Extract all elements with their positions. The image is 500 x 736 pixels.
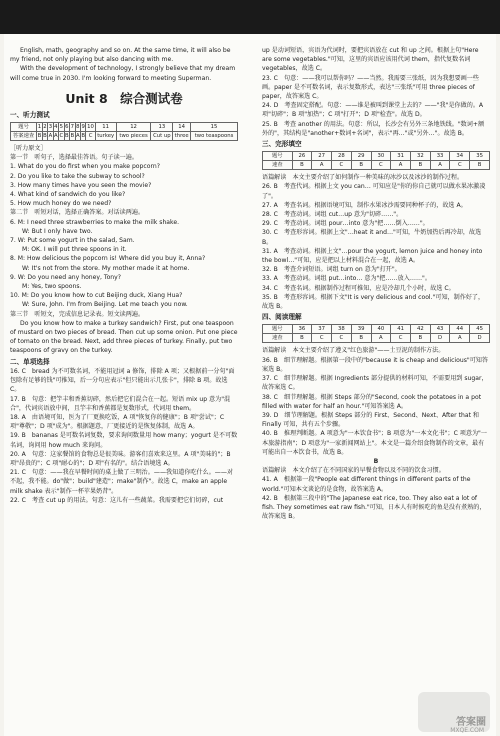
listening-table-cell: B xyxy=(70,132,75,139)
transcript-line: 8. M: How delicious the popcorn is! Where did you buy it, Anna? xyxy=(10,255,206,263)
transcript-line: M: OK. I will put three spoons in it. xyxy=(22,246,127,254)
answer-item: 24. D 考查固定搭配。句意：——谁是被叫到课堂上去的？——"我"是你做的。A 项"切碎"；B 项"加热"；C 项"打开"；D 项"检查"。故选 D。 xyxy=(262,102,484,119)
listening-table-cell: two teaspoons xyxy=(191,132,238,141)
listening-table-cell: B xyxy=(43,132,47,139)
cloze-item: 35. B 考查形容词。根据下文"It is very delicious and cool."可知，制作好了，故选 B。 xyxy=(262,293,485,311)
cloze-table-cell: 30 xyxy=(371,152,391,161)
cloze-table-cell: 34 xyxy=(450,152,470,161)
cloze-item: 29. C 考查动词。词组 pour…into 意为"把……倒入……"。 xyxy=(262,220,429,228)
transcript-list xyxy=(10,153,238,319)
cloze-table-cell: 28 xyxy=(332,152,352,161)
reading-table-cell: 44 xyxy=(450,325,470,334)
transcript-line: 第一节 听句子，选择最佳答语。句子读一遍。 xyxy=(10,154,138,162)
cloze-table-cell: A xyxy=(391,161,411,170)
reading-table-cell: A xyxy=(450,334,470,343)
choice-heading: 二、单项选择 xyxy=(10,357,50,366)
cloze-item: 28. C 考查动词。词组 cut…up 意为"切碎……"。 xyxy=(262,211,403,219)
reading-item: 39. D 细节理解题。根据 Steps 部分的 First、Second、Next、After that 和 Finally 可知，共有五个步骤。 xyxy=(262,411,480,429)
answer-item: 23. C 句意：——我可以帮你吗？——当然。我需要三张纸，因为我想要画一些画。paper 是不可数名词，表示复数形式，表达"三张纸"可用 three pieces of paper，故答案选 C。 xyxy=(262,74,479,101)
section-b-item: 42. B 根据第三段中的"The Japanese eat rice, too. They also eat a lot of fish. They sometimes eat raw fish."可知，日本人有时候吃的鱼是没有煮熟的，故答案选 B。 xyxy=(262,494,486,521)
reading-table-cell: B xyxy=(351,334,371,343)
cloze-answer-table xyxy=(262,151,490,170)
reading-table-cell: 速查 xyxy=(263,334,293,343)
intro-paragraph-2: With the development of technology, I strongly believe that my dream will come true in 2030. I'm looking forward to meeting Superman. xyxy=(10,65,236,82)
logo-subtext: MXQE.COM xyxy=(450,727,484,734)
listening-answer-table xyxy=(10,122,238,141)
cloze-item: 30. C 考查形容词。根据上文"…heat it and…"可知，牛奶加热后再冷却，故选 B。 xyxy=(262,229,482,246)
listening-table-cell: 4 xyxy=(54,123,58,130)
transcript-heading: ［听力原文］ xyxy=(10,145,47,153)
cloze-heading: 三、完形填空 xyxy=(262,140,302,149)
left-column xyxy=(10,46,238,505)
unit-title: Unit 8 综合测试卷 xyxy=(65,90,183,106)
cloze-table-cell: B xyxy=(292,161,312,170)
listening-table-cell: 7 xyxy=(70,123,74,130)
cloze-table-cell: B xyxy=(410,161,430,170)
listening-table-cell: 10 xyxy=(87,123,94,130)
reading-table-cell: 38 xyxy=(332,325,352,334)
reading-answer-table xyxy=(262,324,490,343)
section-b-label: B xyxy=(373,457,379,465)
transcript-line: W: But I only have two. xyxy=(22,227,93,235)
cloze-table-cell: C xyxy=(371,161,391,170)
transcript-line: 7. W: Put some yogurt in the salad, Sam. xyxy=(10,237,135,245)
listening-table-cell: Cut up xyxy=(151,132,173,141)
cloze-item: 33. A 考查动词。词组 put…into… 意为"把……放入……"。 xyxy=(262,275,431,283)
cloze-item: 32. B 考查介词短语。词组 turn on 意为"打开"。 xyxy=(262,266,401,274)
listening-table-cell: A xyxy=(48,132,53,139)
reading-table-cell: 36 xyxy=(292,325,312,334)
listening-table-cell: 9 xyxy=(81,123,85,130)
listening-table-cell: 3 xyxy=(48,123,53,130)
cloze-table-cell: 35 xyxy=(470,152,490,161)
reading-table-cell: B xyxy=(292,334,312,343)
reading-table-cell: 41 xyxy=(391,325,411,334)
transcript-line: 4. What kind of sandwich do you like? xyxy=(10,191,126,199)
listening-table-cell: B xyxy=(37,132,42,139)
section-b-item: 41. A 根据第一段"People eat different things in different parts of the world."可知本文谈论的是食物，故答案选 A。 xyxy=(262,476,471,493)
choice-item: 21. C 句意：——我在早餐时间的桌上做了三明治。——我知道你吃什么。——对不起，我不能。do"做"；build"建造"；make"制作"。故选 C，make an apple milk shake 表示"制作一杯苹果奶昔"。 xyxy=(10,469,234,495)
choice-item: 17. B 句意：把竽丰和香蕉切碎，然后把它们混合在一起。短语 mix up 意为"混合"，代词宾语放中间，且竽丰和香蕉都是复数形式，代词用 them。 xyxy=(10,395,231,412)
reading-table-cell: A xyxy=(371,334,391,343)
listening-table-cell: B xyxy=(65,132,69,139)
cloze-table-cell: 31 xyxy=(391,152,411,161)
listening-table-cell: 13 xyxy=(151,123,173,132)
listening-table-cell: 1 xyxy=(37,123,42,130)
transcript-line: 第二节 听短对话，选择正确答案。对话读两遍。 xyxy=(10,209,145,217)
reading-list xyxy=(262,346,490,456)
transcript-line: 5. How much honey do we need? xyxy=(10,200,112,208)
reading-item: 37. C 细节理解题。根据 Ingredients 部分提供的材料可知，不需要用到 sugar，故答案选 C。 xyxy=(262,375,488,392)
cloze-table-cell: A xyxy=(430,161,450,170)
reading-table-cell: C xyxy=(332,334,352,343)
cloze-table-cell: B xyxy=(351,161,371,170)
reading-table-cell: 40 xyxy=(371,325,391,334)
transcript-line: W: Sure, John. I'm from Beijing. Let me teach you now. xyxy=(22,301,188,309)
listening-table-cell: 2 xyxy=(43,123,47,130)
transcript-line: M: Yes, two spoons. xyxy=(22,283,82,291)
reading-table-cell: 43 xyxy=(430,325,450,334)
listening-table-cell: A xyxy=(75,132,80,139)
cloze-table-cell: 29 xyxy=(351,152,371,161)
transcript-line: 1. What do you do first when you make popcorn? xyxy=(10,163,160,171)
listening-table-cell: two pieces xyxy=(116,132,151,141)
cloze-item: 34. C 考查名词。根据制作过程可推知，应是冷却几个小时，故选 C。 xyxy=(262,284,455,292)
cloze-table-cell: 26 xyxy=(292,152,312,161)
section-b-list xyxy=(262,466,490,521)
cloze-table-cell: A xyxy=(312,161,332,170)
listening-table-cell: 6 xyxy=(65,123,69,130)
reading-table-cell: 39 xyxy=(351,325,371,334)
choice-item: 20. A 句意：这家餐馆的食物总是很美味。游客们喜欢来这里。A 项"美味的"；B 项"昂贵的"；C 项"耐心的"；D 项"有名的"。结合语境选 A。 xyxy=(10,450,231,467)
listening-table-cell: A xyxy=(54,132,58,139)
cloze-item: 31. A 考查动词。根据上文"…pour the yogurt, lemon juice and honey into the bowl…"可知，应是把以上材料混合在一起，故选 A。 xyxy=(262,247,483,265)
reading-item: 36. B 细节理解题。根据第一段中的"because it is cheap and delicious"可知答案选 B。 xyxy=(262,356,488,373)
reading-table-cell: 45 xyxy=(470,325,490,334)
transcript-line: 6. M: I need three strawberries to make the milk shake. xyxy=(10,218,180,226)
dark-top-band xyxy=(0,0,500,34)
reading-table-cell: C xyxy=(312,334,332,343)
listening-table-cell: three xyxy=(174,132,189,139)
logo-text: 答案圈 xyxy=(456,717,486,728)
reading-table-cell: C xyxy=(391,334,411,343)
cloze-table-cell: C xyxy=(332,161,352,170)
right-column xyxy=(262,46,490,521)
cloze-table-cell: 32 xyxy=(410,152,430,161)
listening-table-cell: 答案速查 xyxy=(11,132,37,141)
choice-item: 22. C 考查 cut up 的用法。句意：这儿有一些蔬菜。我需要把它们切碎，cut xyxy=(10,496,224,504)
reading-heading: 四、阅读理解 xyxy=(262,313,302,322)
reading-item: 语篇解读 本文主要介绍了遵义"红色旅游"——土豆泥的制作方法。 xyxy=(262,347,445,355)
cloze-item: 语篇解读 本文主要介绍了如何制作一种美味的冰沙以及冰沙的制作过程。 xyxy=(262,174,464,182)
section-b-item: 语篇解读 本文介绍了在不同国家的早餐食物以及不同的饮食习惯。 xyxy=(262,467,445,475)
reading-item: 40. B 推理判断题。A 项意为"一本饮食书"；B 项意为"一本文化书"；C 项意为"一本旅游指南"；D 项意为"一家新闻网站上"。本文是一篇介绍食物制作的文章，最有可能出自一本饮食书，故选 B。 xyxy=(262,430,487,456)
listening-heading: 一、听力测试 xyxy=(10,110,50,119)
listening-passage: Do you know how to make a turkey sandwich? First, put one teaspoon of mustard on two pieces of bread. Then cut up some onion. Put one piece of tomato on the bread. Next, add three pieces of turkey. Finally, put two teaspoons of gravy on the turkey. xyxy=(10,319,238,355)
listening-table-cell: 14 xyxy=(173,123,191,132)
choice-item: 16. C bread 为不可数名词，不能用冠词 a 修饰，排除 A 项；又根据前一分句"面包除有足够的钱"可推知，后一分句应表示"但只能出示几张卡"，排除 B 项。故选 C。 xyxy=(10,367,235,394)
cloze-table-cell: 速查 xyxy=(263,161,293,170)
listening-table-cell: 12 xyxy=(116,123,151,132)
choice-item: 19. B bananas 是可数名词复数，要求询问数量用 how many；yogurt 是不可数名词，询问用 how much 来询问。 xyxy=(10,432,238,449)
cloze-table-cell: 33 xyxy=(430,152,450,161)
listening-table-cell: C xyxy=(59,132,64,139)
reading-table-cell: D xyxy=(470,334,490,343)
cloze-item: 26. B 考查代词。根据上文 you can… 可知应是"你的你自己就可以做水果冰激凌了"。 xyxy=(262,183,486,200)
listening-table-cell: 8 xyxy=(76,123,80,130)
cloze-list xyxy=(262,173,490,311)
listening-table-cell: C xyxy=(86,132,95,141)
reading-item: 38. C 细节理解题。根据 Steps 部分的"Second, cook the potatoes in a pot filled with water for half an hour."可知答案选 A。 xyxy=(262,393,482,410)
transcript-line: 3. How many times have you seen the movie? xyxy=(10,181,152,189)
transcript-line: 第三节 听短文，完成信息记录表。短文读两遍。 xyxy=(10,310,145,318)
transcript-line: 10. M: Do you know how to cut Beijing duck, Xiang Hua? xyxy=(10,292,183,300)
listening-table-cell: 11 xyxy=(95,123,116,132)
cloze-table-cell: 题号 xyxy=(263,152,293,161)
listening-table-cell: B xyxy=(81,132,86,139)
intro-paragraph-1: English, math, geography and so on. At the same time, it will also be my friend, not only playing but also dancing with me. xyxy=(10,47,231,64)
choice-item: 18. A 由语境可知，医为了厂更换吃饭，A 项"恢复你的健康"；B 项"尝试"；C 项"尊敬"；D 项"成为"。根据题意，厂更接近的是恢复体制，故选 A。 xyxy=(10,413,225,431)
reading-table-cell: 题号 xyxy=(263,325,293,334)
right-top-items xyxy=(262,46,490,138)
transcript-line: 9. W: Do you need any honey, Tony? xyxy=(10,273,122,281)
listening-table-cell: 15 xyxy=(191,123,238,132)
cloze-table-cell: C xyxy=(450,161,470,170)
answer-item: 25. B 考查 another 的用法。句意：所以，长沙会有另外三条地铁线。"数词+额外的"，其结构是"another+数词+名词"，表示"再…"或"另外…"。故选 B。 xyxy=(262,120,485,137)
transcript-line: W: It's not from the store. My mother made it at home. xyxy=(22,264,190,272)
cloze-table-cell: 27 xyxy=(312,152,332,161)
listening-table-cell: turkey xyxy=(95,132,116,141)
reading-table-cell: 37 xyxy=(312,325,332,334)
listening-table-cell: 题号 xyxy=(11,123,37,132)
listening-table-cell: 5 xyxy=(59,123,64,130)
choice-list xyxy=(10,367,238,505)
transcript-line: 2. Do you like to take the subway to school? xyxy=(10,172,145,180)
reading-table-cell: 42 xyxy=(410,325,430,334)
cloze-table-cell: B xyxy=(470,161,490,170)
reading-table-cell: B xyxy=(410,334,430,343)
reading-table-cell: D xyxy=(430,334,450,343)
document-page xyxy=(4,34,496,736)
cloze-item: 27. A 考查名词。根据语境可知，制作水果冰沙需要同种杯子的，故选 A。 xyxy=(262,201,467,209)
answer-item: up 是动词短语，宾语为代词时，要把宾语放在 cut 和 up 之间。根据上句"Here are some vegetables."可知，这里的宾语应该用代词 them，指代复数名词 vegetables，故选 C。 xyxy=(262,47,479,73)
